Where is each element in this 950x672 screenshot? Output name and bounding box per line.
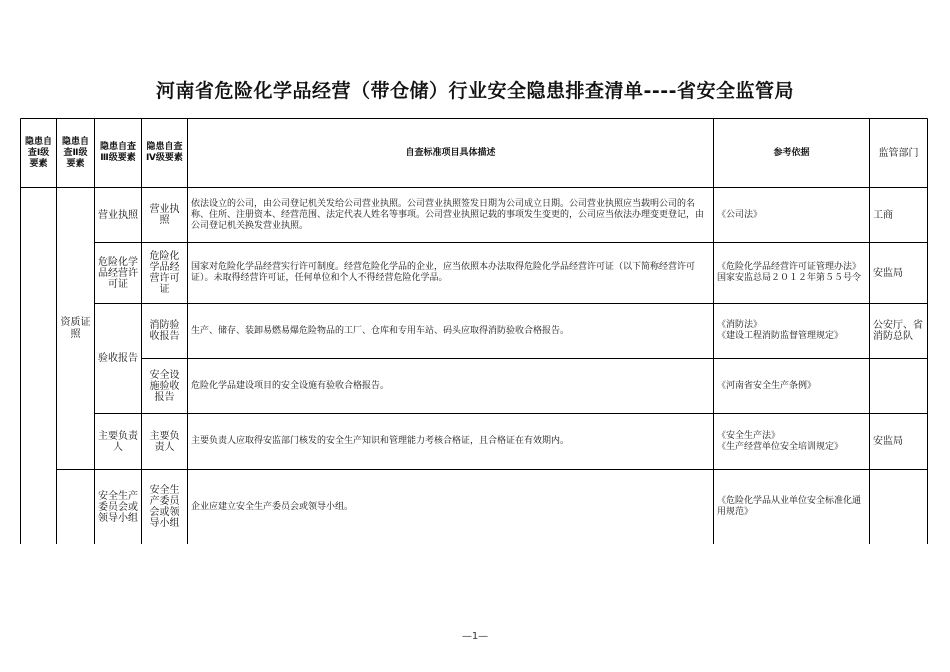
header-description: 自查标准项目具体描述 xyxy=(405,147,496,158)
row3-level4: 消防验收报告 xyxy=(149,320,180,342)
row1-basis: 《公司法》 xyxy=(717,209,763,220)
header-level2: 隐患自查Ⅱ级要素 xyxy=(61,136,89,169)
row1-level4: 营业执照 xyxy=(149,204,180,226)
header-level4: 隐患自查Ⅳ级要素 xyxy=(146,142,183,163)
row5-level4: 主要负责人 xyxy=(149,430,180,453)
row1-level3: 营业执照 xyxy=(98,209,138,221)
row1-department: 工商 xyxy=(873,209,893,221)
group-acceptance-reports: 验收报告 xyxy=(98,353,138,364)
row5-description: 主要负责人应取得安监部门核发的安全生产知识和管理能力考核合格证，且合格证在有效期内。 xyxy=(191,436,570,446)
page-title: 河南省危险化学品经营（带仓储）行业安全隐患排查清单----省安全监管局 xyxy=(155,80,795,102)
page-number: —1— xyxy=(461,631,489,642)
group-qualification-certificates: 资质证照 xyxy=(60,316,91,340)
row4-description: 危险化学品建设项目的安全设施有验收合格报告。 xyxy=(191,380,390,391)
row5-level3: 主要负责人 xyxy=(98,430,138,453)
header-level1: 隐患自查Ⅰ级要素 xyxy=(24,136,52,169)
row4-basis: 《河南省安全生产条例》 xyxy=(717,380,817,391)
header-level3: 隐患自查Ⅲ级要素 xyxy=(99,142,136,163)
row2-basis: 《危险化学品经营许可证管理办法》国家安监总局２０１２年第５５号令 xyxy=(717,262,862,283)
row2-level4: 危险化学品经营许可证 xyxy=(149,251,180,295)
row2-department: 安监局 xyxy=(873,267,903,279)
header-department: 监管部门 xyxy=(878,147,919,159)
row4-department xyxy=(870,359,927,413)
row5-department: 安监局 xyxy=(873,436,903,447)
row6-level3: 安全生产委员会或领导小组 xyxy=(98,490,138,524)
row2-description: 国家对危险化学品经营实行许可制度。经营危险化学品的企业，应当依照本办法取得危险化学品经营许可证（以下简称经营许可证）。未取得经营许可证，任何单位和个人不得经营危险化学品。 xyxy=(191,262,696,283)
row6-level4: 安全生产委员会或领导小组 xyxy=(149,485,180,529)
header-basis: 参考依据 xyxy=(773,147,810,158)
row6-basis: 《危险化学品从业单位安全标准化通用规范》 xyxy=(717,496,862,517)
row1-description: 依法设立的公司，由公司登记机关发给公司营业执照。公司营业执照签发日期为公司成立日期。公司营业执照应当载明公司的名称、住所、注册资本、经营范围、法定代表人姓名等事项。公司营业执照记载的事项发生变更的，公司应当依法办理变更登记，由公司登记机关换发营业执照。 xyxy=(191,198,705,231)
row6-department xyxy=(870,470,927,544)
row4-level4: 安全设施验收报告 xyxy=(149,369,180,403)
row3-basis: 《消防法》 《建设工程消防监督管理规定》 xyxy=(717,320,844,341)
row2-level3: 危险化学品经营许可证 xyxy=(98,256,138,290)
row5-basis: 《安全生产法》 《生产经营单位安全培训规定》 xyxy=(717,430,844,452)
row3-department: 公安厅、省消防总队 xyxy=(873,320,923,342)
row6-description: 企业应建立安全生产委员会或领导小组。 xyxy=(191,501,354,512)
row3-description: 生产、储存、装卸易燃易爆危险物品的工厂、仓库和专用车站、码头应取得消防验收合格报告。 xyxy=(191,325,570,336)
